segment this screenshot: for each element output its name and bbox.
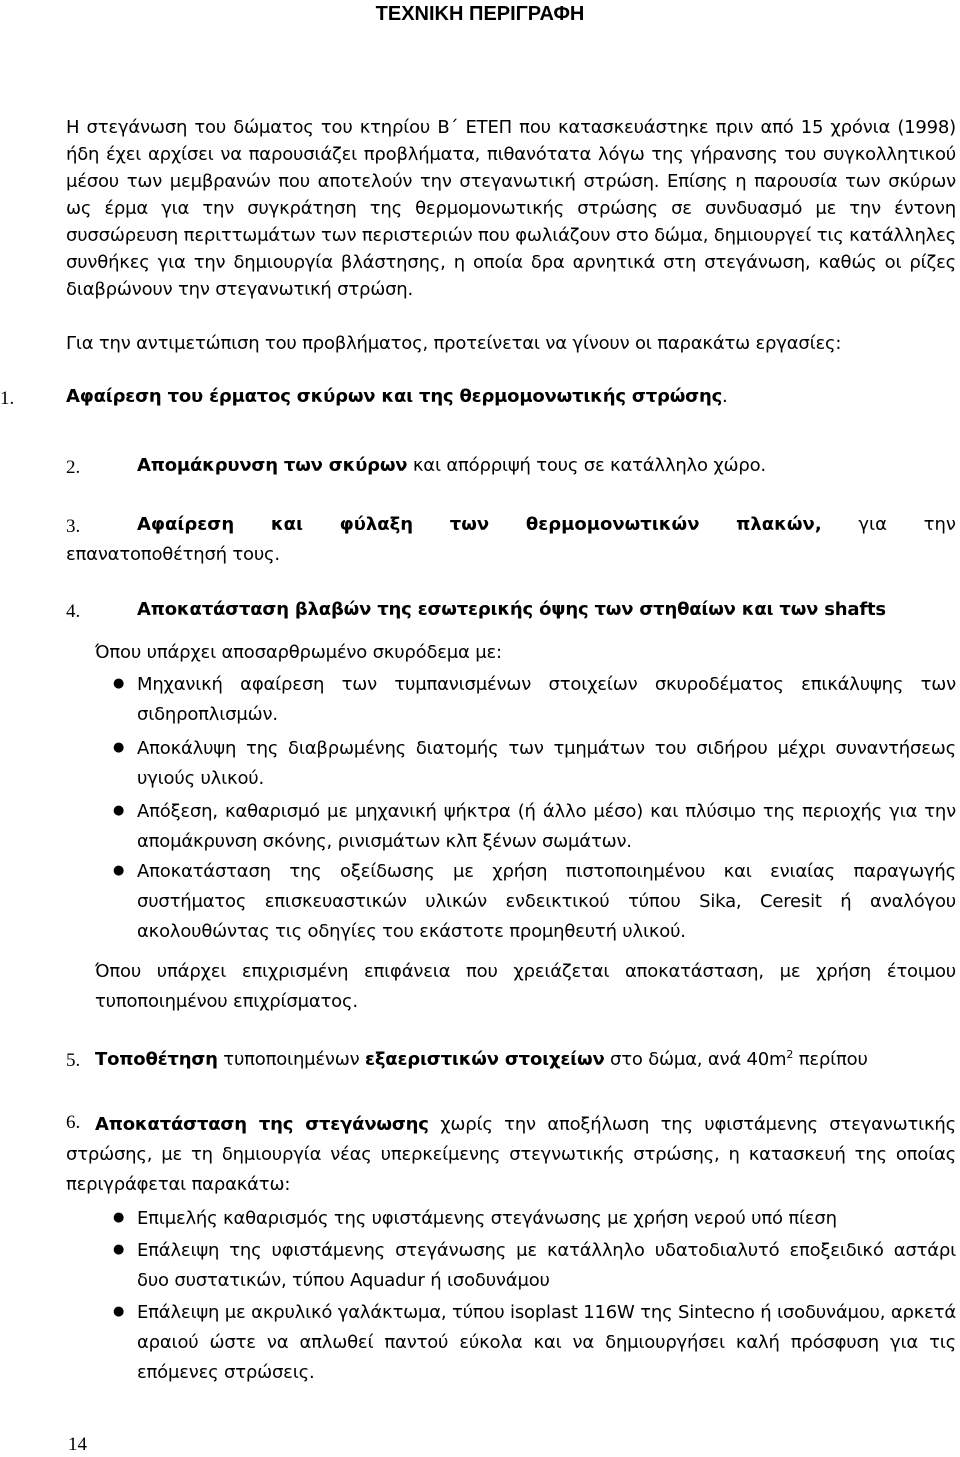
bullet-text: Αποκάλυψη της διαβρωμένης διατομής των τμημάτων του σιδήρου μέχρι συναντήσεως υγιούς υλικού. [137,738,956,789]
item-number: 4. [66,601,81,622]
bullet-icon: ● [113,676,125,691]
proposal-intro: Για την αντιμετώπιση του προβλήματος, προτείνεται να γίνουν οι παρακάτω εργασίες: [66,333,842,354]
bullet-icon: ● [113,740,125,755]
bullet-text: Επιμελής καθαρισμός της υφιστάμενης στεγάνωσης με χρήση νερού υπό πίεση [137,1208,837,1229]
item-number: 2. [66,457,81,478]
bullet-text: Επάλειψη της υφιστάμενης στεγάνωσης με κατάλληλο υδατοδιαλυτό εποξειδικό αστάρι δυο συστατικών, τύπου Aquadur ή ισοδυνάμου [137,1240,956,1291]
intro-paragraph: Η στεγάνωση του δώματος του κτηρίου Β΄ ΕΤΕΠ που κατασκευάστηκε πριν από 15 χρόνια (1998) ήδη έχει αρχίσει να παρουσιάζει προβλήματα, πιθανότατα λόγω της γήρανσης του συγκολλητικού μέσου των μεμβρανών που αποτελούν την στεγανωτική στρώση. Επίσης η παρουσία των σκύρων ως έρμα για την συγκράτηση της θερμομονωτικής στρώσης σε συνδυασμό με την έντονη συσσώρευση περιττωμάτων των περιστεριών που φωλιάζουν στο δώμα, δημιουργεί τις κατάλληλες συνθήκες για την δημιουργία βλάστησης, η οποία δρα αρνητικά στη στεγάνωση, καθώς οι ρίζες διαβρώνουν την στεγανωτική στρώση. [66,117,956,300]
item-continuation: επανατοποθέτησή τους. [66,544,280,565]
bullet-icon: ● [113,863,125,878]
page-number: 14 [68,1434,87,1455]
item-number: 3. [66,516,81,537]
item-text: Αποκατάσταση βλαβών της εσωτερικής όψης των στηθαίων και των shafts [137,599,886,620]
item-number: 6. [66,1112,81,1133]
item4-outro: Όπου υπάρχει επιχρισμένη επιφάνεια που χρειάζεται αποκατάσταση, με χρήση έτοιμου τυποποιημένου επιχρίσματος. [95,961,956,1012]
item-text: Απομάκρυνση των σκύρων και απόρριψή τους σε κατάλληλο χώρο. [137,455,766,476]
bullet-text: Απόξεση, καθαρισμό με μηχανική ψήκτρα (ή άλλο μέσο) και πλύσιμο της περιοχής για την απομάκρυνση σκόνης, ρινισμάτων κλπ ξένων σωμάτων. [137,801,956,852]
bullet-icon: ● [113,1242,125,1257]
item-text: Αφαίρεση και φύλαξη των θερμομονωτικών πλακών, για την [137,514,956,535]
bullet-icon: ● [113,1304,125,1319]
bullet-text: Αποκατάσταση της οξείδωσης με χρήση πιστοποιημένου και ενιαίας παραγωγής συστήματος επισκευαστικών υλικών ενδεικτικού τύπου Sika, Ceresit ή αναλόγου ακολουθώντας τις οδηγίες του εκάστοτε προμηθευτή υλικού. [137,861,956,942]
bullet-text: Επάλειψη με ακρυλικό γαλάκτωμα, τύπου isoplast 116W της Sintecno ή ισοδυνάμου, αρκετά αραιού ώστε να απλωθεί παντού εύκολα και να δημιουργήσει καλή πρόσφυση για τις επόμενες στρώσεις. [137,1302,956,1383]
bullet-icon: ● [113,803,125,818]
bullet-icon: ● [113,1210,125,1225]
item-text: Αφαίρεση του έρματος σκύρων και της θερμομονωτικής στρώσης. [66,386,728,407]
item-number: 5. [66,1050,81,1071]
bullet-text: Μηχανική αφαίρεση των τυμπανισμένων στοιχείων σκυροδέματος επικάλυψης των σιδηροπλισμών. [137,674,956,725]
item-number: 1. [0,388,15,409]
item-text: Αποκατάσταση της στεγάνωσης χωρίς την αποξήλωση της υφιστάμενης στεγανωτικής στρώσης, με τη δημιουργία νέας υπερκείμενης στεγνωτικής στρώσης, η κατασκευή της οποίας περιγράφεται παρακάτω: [66,1114,956,1195]
page-title: ΤΕΧΝΙΚΗ ΠΕΡΙΓΡΑΦΗ [375,3,585,25]
item-text: Τοποθέτηση τυποποιημένων εξαεριστικών στοιχείων στο δώμα, ανά $40m^2$ περίπου [95,1048,868,1070]
item4-intro: Όπου υπάρχει αποσαρθρωμένο σκυρόδεμα με: [95,642,502,663]
